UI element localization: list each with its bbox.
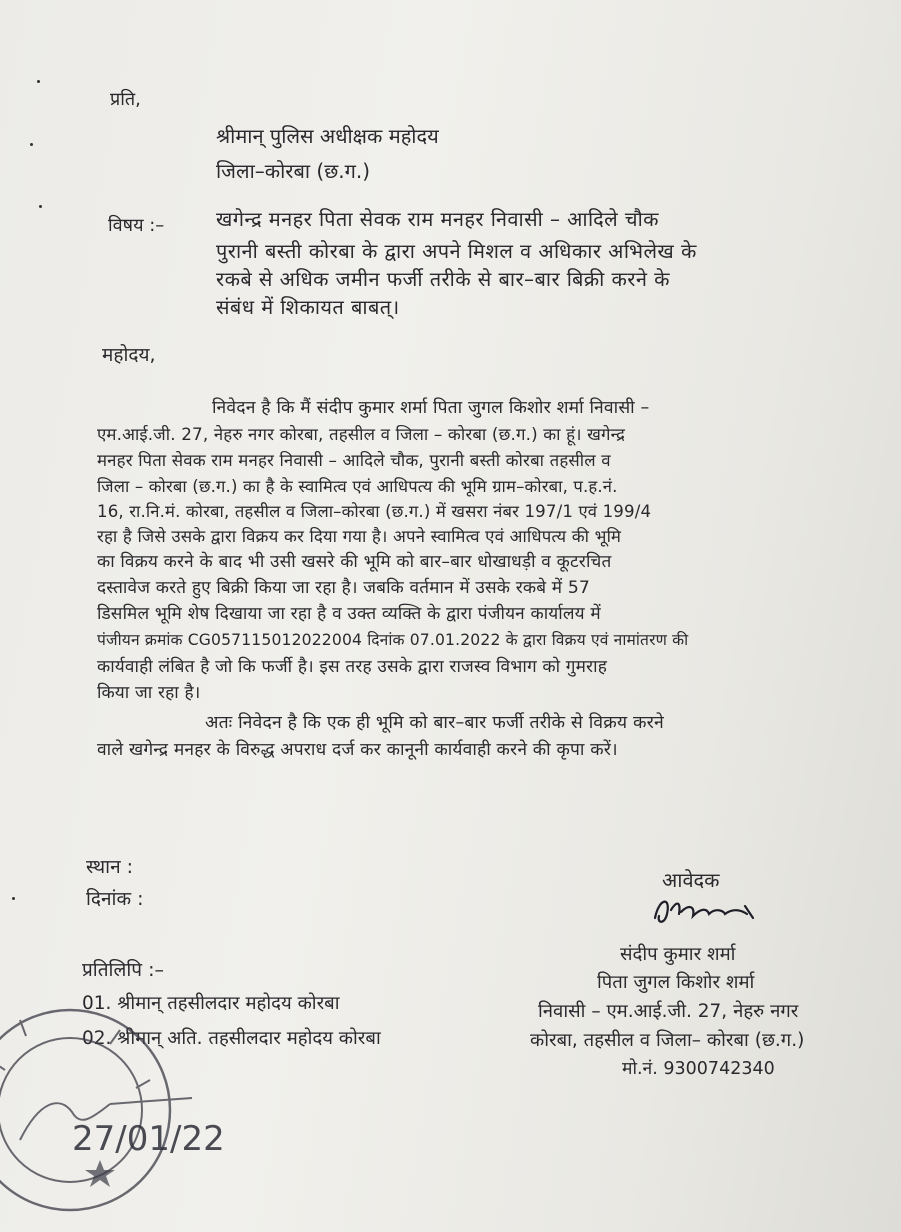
body-line: डिसमिल भूमि शेष दिखाया जा रहा है व उक्त व्यक्ति के द्वारा पंजीयन कार्यालय में (97, 604, 601, 624)
subject-line: खगेन्द्र मनहर पिता सेवक राम मनहर निवासी – आदिले चौक (216, 207, 659, 231)
copy-recipient-1: 01. श्रीमान् तहसीलदार महोदय कोरबा (82, 993, 340, 1014)
body-line: 16, रा.नि.मं. कोरबा, तहसील व जिला–कोरबा (छ.ग.) में खसरा नंबर 197/1 एवं 199/4 (97, 502, 652, 521)
place-label: स्थान : (86, 856, 134, 878)
body-line: निवेदन है कि मैं संदीप कुमार शर्मा पिता जुगल किशोर शर्मा निवासी – (212, 398, 650, 418)
body-line: जिला – कोरबा (छ.ग.) का है के स्वामित्व एवं आधिपत्य की भूमि ग्राम–कोरबा, प.ह.नं. (97, 477, 618, 496)
applicant-mobile: मो.नं. 9300742340 (622, 1059, 775, 1079)
copy-recipient-2: 02. श्रीमान् अति. तहसीलदार महोदय कोरबा (82, 1028, 381, 1049)
subject-line: पुरानी बस्ती कोरबा के द्वारा अपने मिशल व अधिकार अभिलेख के (216, 239, 697, 263)
applicant-name: संदीप कुमार शर्मा (620, 944, 736, 965)
copy-label: प्रतिलिपि :– (82, 959, 165, 981)
stamp-handwritten-date: 27/01/22 (72, 1119, 225, 1159)
applicant-label: आवेदक (662, 868, 720, 892)
margin-dot (39, 205, 42, 208)
subject-label: विषय :– (108, 215, 165, 236)
salutation: महोदय, (102, 344, 156, 366)
applicant-father: पिता जुगल किशोर शर्मा (597, 972, 755, 993)
body-line: मनहर पिता सेवक राम मनहर निवासी – आदिले चौक, पुरानी बस्ती कोरबा तहसील व (97, 450, 611, 470)
applicant-address-2: कोरबा, तहसील व जिला– कोरबा (छ.ग.) (530, 1030, 805, 1051)
date-label: दिनांक : (86, 888, 144, 910)
applicant-address-1: निवासी – एम.आई.जी. 27, नेहरु नगर (538, 1001, 799, 1022)
body-line: दस्तावेज करते हुए बिक्री किया जा रहा है। जबकि वर्तमान में उसके रकबे में 57 (97, 578, 591, 598)
body-line: का विक्रय करने के बाद भी उसी खसरे की भूमि को बार–बार धोखाधड़ी व कूटरचित (97, 552, 612, 572)
body-line: पंजीयन क्रमांक CG057115012022004 दिनांक 07.01.2022 के द्वारा विक्रय एवं नामांतरण की (97, 631, 689, 649)
body-line: वाले खगेन्द्र मनहर के विरुद्ध अपराध दर्ज कर कानूनी कार्यवाही करने की कृपा करें। (97, 740, 618, 760)
received-stamp (0, 1000, 225, 1220)
body-line: एम.आई.जी. 27, नेहरु नगर कोरबा, तहसील व जिला – कोरबा (छ.ग.) का हूं। खगेन्द्र (97, 424, 626, 444)
prati-label: प्रति, (110, 89, 141, 110)
subject-line: संबंध में शिकायत बाबत्। (216, 295, 400, 319)
addressee-line-1: श्रीमान् पुलिस अधीक्षक महोदय (216, 124, 439, 148)
margin-dot (37, 80, 40, 83)
body-line: रहा है जिसे उसके द्वारा विक्रय कर दिया गया है। अपने स्वामित्व एवं आधिपत्य की भूमि (97, 526, 622, 546)
margin-dot (12, 897, 15, 900)
margin-dot (30, 143, 33, 146)
applicant-signature (645, 888, 765, 934)
body-line: कार्यवाही लंबित है जो कि फर्जी है। इस तरह उसके द्वारा राजस्व विभाग को गुमराह (97, 657, 607, 677)
addressee-line-2: जिला–कोरबा (छ.ग.) (216, 159, 371, 183)
body-line: अतः निवेदन है कि एक ही भूमि को बार–बार फर्जी तरीके से विक्रय करने (205, 713, 664, 733)
body-line: किया जा रहा है। (97, 683, 201, 703)
subject-line: रकबे से अधिक जमीन फर्जी तरीके से बार–बार बिक्री करने के (216, 267, 670, 291)
